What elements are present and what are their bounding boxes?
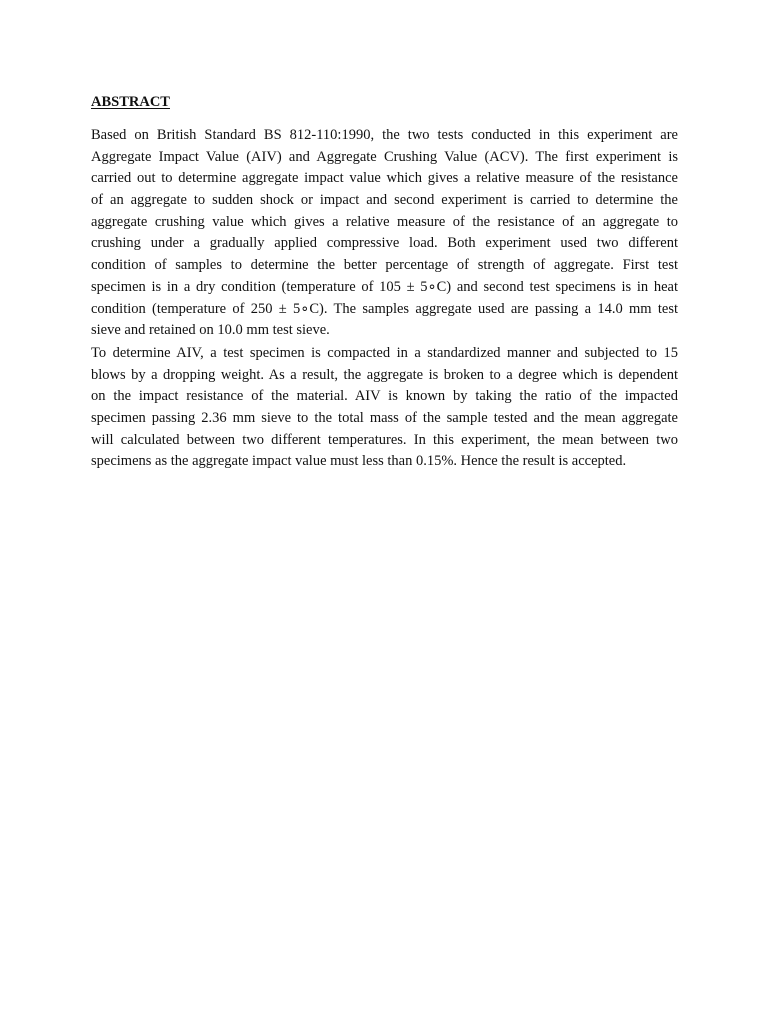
paragraph-line: of an aggregate to sudden shock or impact and second experiment is carried to determine the	[91, 192, 678, 209]
paragraph-line: crushing under a gradually applied compressive load. Both experiment used two different	[91, 235, 678, 252]
paragraph-line: sieve and retained on 10.0 mm test sieve.	[91, 322, 330, 339]
paragraph-line: aggregate crushing value which gives a relative measure of the resistance of an aggregate to	[91, 213, 678, 230]
paragraph-line: will calculated between two different temperatures. In this experiment, the mean between two	[91, 431, 678, 448]
paragraph-line: specimens as the aggregate impact value must less than 0.15%. Hence the result is accepted.	[91, 453, 627, 470]
paragraph-line: specimen passing 2.36 mm sieve to the total mass of the sample tested and the mean aggregate	[91, 410, 678, 427]
paragraph-line: Based on British Standard BS 812-110:1990, the two tests conducted in this experiment are	[91, 127, 678, 143]
paragraph-line: blows by a dropping weight. As a result, the aggregate is broken to a degree which is dependent	[91, 366, 678, 383]
paragraph-line: carried out to determine aggregate impact value which gives a relative measure of the resistance	[91, 170, 678, 187]
paragraph-line: condition (temperature of 250 ± 5∘C). The samples aggregate used are passing a 14.0 mm test	[91, 300, 678, 317]
paragraph-line: Aggregate Impact Value (AIV) and Aggregate Crushing Value (ACV). The first experiment is	[91, 148, 678, 165]
paragraph-line: To determine AIV, a test specimen is compacted in a standardized manner and subjected to 15	[91, 345, 678, 361]
abstract-paragraph-2	[91, 343, 678, 473]
paragraph-line: condition of samples to determine the better percentage of strength of aggregate. First test	[91, 257, 678, 274]
abstract-paragraph-1	[91, 125, 678, 342]
abstract-heading: ABSTRACT	[91, 94, 170, 110]
paragraph-line: on the impact resistance of the material. AIV is known by taking the ratio of the impacted	[91, 388, 678, 405]
paragraph-line: specimen is in a dry condition (temperature of 105 ± 5∘C) and second test specimens is in heat	[91, 278, 678, 295]
